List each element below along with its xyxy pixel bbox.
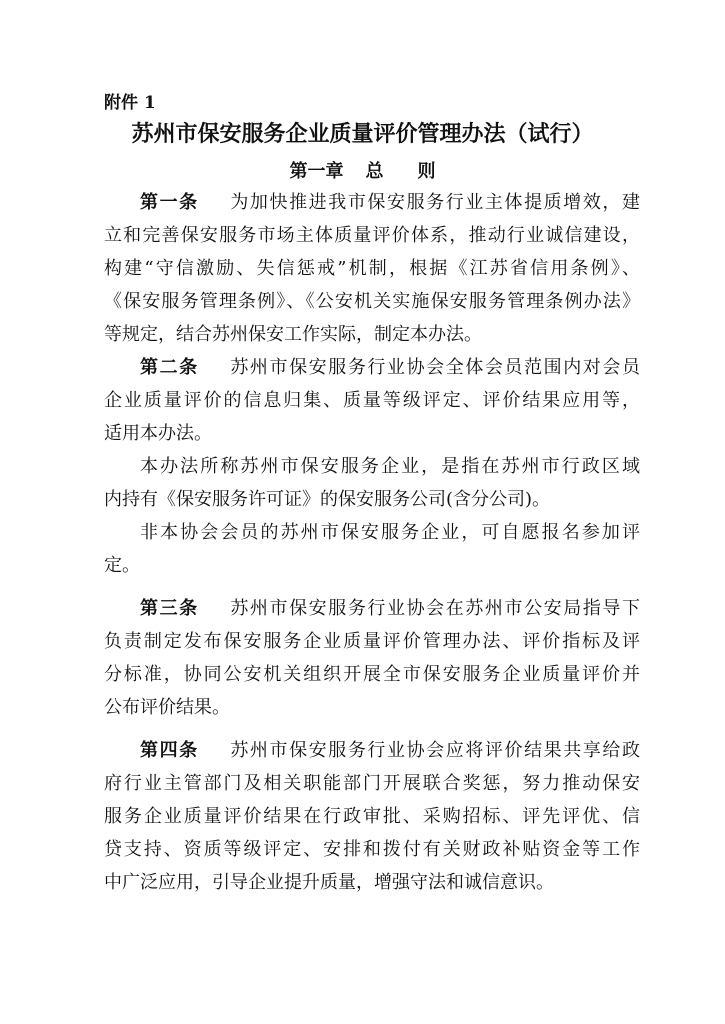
paragraph-definition [104, 450, 640, 516]
article-line: 负责制定发布保安服务企业质量评价管理办法、评价指标及评 [104, 631, 640, 652]
chapter-title-part2: 则 [417, 161, 436, 182]
article-line: 府行业主管部门及相关职能部门开展联合奖惩，努力推动保安 [104, 773, 640, 794]
article-4 [104, 734, 640, 899]
article-line: 第一条 为加快推进我市保安服务行业主体提质增效，建 [140, 192, 640, 213]
article-line: 服务企业质量评价结果在行政审批、采购招标、评先评优、信 [104, 806, 640, 827]
paragraph-non-members [104, 516, 640, 582]
chapter-title-part1: 总 [365, 161, 384, 182]
article-label: 第三条 [140, 598, 199, 619]
article-line: 适用本办法。 [104, 423, 212, 444]
article-line: 公布评价结果。 [104, 697, 230, 718]
article-line: 第三条 苏州市保安服务行业协会在苏州市公安局指导下 [140, 598, 640, 619]
article-line: 等规定，结合苏州保安工作实际，制定本办法。 [104, 324, 482, 345]
article-3 [104, 592, 640, 724]
article-line: 立和完善保安服务市场主体质量评价体系，推动行业诚信建设， [104, 225, 640, 246]
attachment-label: 附件 1 [104, 93, 156, 113]
paragraph-line: 内持有《保安服务许可证》的保安服务公司(含分公司)。 [104, 489, 551, 510]
paragraph-line: 非本协会会员的苏州市保安服务企业，可自愿报名参加评 [140, 522, 640, 543]
chapter-number: 第一章 [289, 161, 344, 182]
article-line: 中广泛应用，引导企业提升质量，增强守法和诚信意识。 [104, 872, 554, 893]
paragraph-line: 本办法所称苏州市保安服务企业，是指在苏州市行政区域 [140, 456, 640, 477]
article-label: 第一条 [140, 192, 199, 213]
chapter-heading [0, 157, 725, 183]
document-title: 苏州市保安服务企业质量评价管理办法（试行） [131, 121, 594, 147]
article-line: 贷支持、资质等级评定、安排和拨付有关财政补贴资金等工作 [104, 839, 640, 860]
paragraph-line: 定。 [104, 555, 140, 576]
article-line: 构建“守信激励、失信惩戒”机制，根据《江苏省信用条例》、 [104, 258, 640, 279]
article-line: 分标准，协同公安机关组织开展全市保安服务企业质量评价并 [104, 664, 640, 685]
article-2 [104, 351, 640, 450]
article-line: 第二条 苏州市保安服务行业协会全体会员范围内对会员 [140, 357, 640, 378]
article-line: 企业质量评价的信息归集、质量等级评定、评价结果应用等， [104, 390, 640, 411]
article-label: 第四条 [140, 740, 199, 761]
article-line: 《保安服务管理条例》、《公安机关实施保安服务管理条例办法》 [104, 291, 640, 312]
document-body [104, 186, 640, 899]
article-label: 第二条 [140, 357, 199, 378]
article-1 [104, 186, 640, 351]
article-line: 第四条 苏州市保安服务行业协会应将评价结果共享给政 [140, 740, 640, 761]
